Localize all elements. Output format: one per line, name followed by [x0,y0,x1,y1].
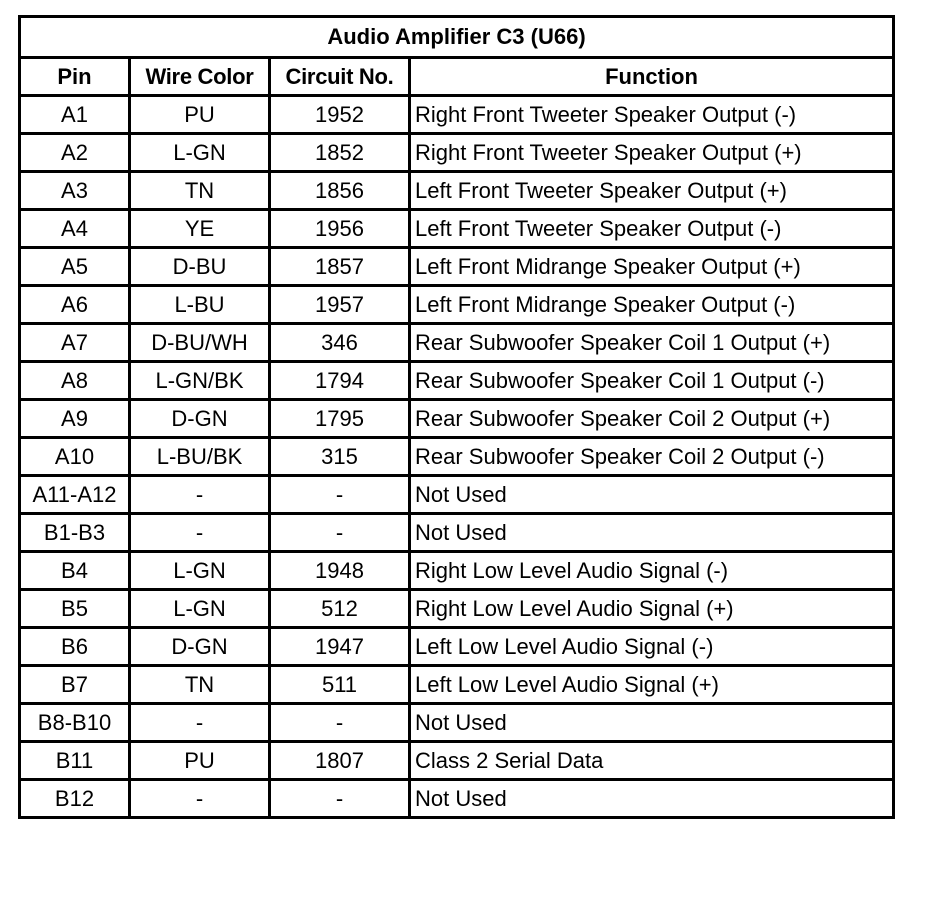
header-wire-color: Wire Color [130,58,270,96]
wire-color-cell: D-GN [130,628,270,666]
function-cell: Rear Subwoofer Speaker Coil 2 Output (+) [410,400,894,438]
pin-cell: A11-A12 [20,476,130,514]
table-title: Audio Amplifier C3 (U66) [20,17,894,58]
wire-color-cell: D-BU/WH [130,324,270,362]
table-row [20,400,894,438]
function-cell: Rear Subwoofer Speaker Coil 2 Output (-) [410,438,894,476]
table-row [20,476,894,514]
table-row [20,134,894,172]
wire-color-cell: D-GN [130,400,270,438]
circuit-cell: 315 [270,438,410,476]
pin-cell: A8 [20,362,130,400]
wire-color-cell: YE [130,210,270,248]
table-row [20,742,894,780]
pin-cell: B4 [20,552,130,590]
header-circuit-no: Circuit No. [270,58,410,96]
connector-pinout-table [18,15,895,819]
table-row [20,552,894,590]
table-row [20,704,894,742]
circuit-cell: 1947 [270,628,410,666]
pin-cell: B1-B3 [20,514,130,552]
table-row [20,590,894,628]
circuit-cell: 1794 [270,362,410,400]
circuit-cell: - [270,780,410,818]
pin-cell: A7 [20,324,130,362]
circuit-cell: 1795 [270,400,410,438]
wire-color-cell: L-GN [130,552,270,590]
wire-color-cell: - [130,476,270,514]
table-row [20,324,894,362]
function-cell: Not Used [410,780,894,818]
function-cell: Right Front Tweeter Speaker Output (+) [410,134,894,172]
table-row [20,362,894,400]
function-cell: Left Low Level Audio Signal (+) [410,666,894,704]
pin-cell: A9 [20,400,130,438]
circuit-cell: 1957 [270,286,410,324]
function-cell: Class 2 Serial Data [410,742,894,780]
pin-cell: B7 [20,666,130,704]
function-cell: Right Low Level Audio Signal (-) [410,552,894,590]
header-pin: Pin [20,58,130,96]
table-row [20,780,894,818]
circuit-cell: 511 [270,666,410,704]
pin-cell: B11 [20,742,130,780]
wire-color-cell: L-BU [130,286,270,324]
function-cell: Not Used [410,514,894,552]
circuit-cell: - [270,476,410,514]
wire-color-cell: L-GN/BK [130,362,270,400]
pin-cell: B12 [20,780,130,818]
table-title-row [20,17,894,58]
function-cell: Left Front Midrange Speaker Output (+) [410,248,894,286]
table-row [20,248,894,286]
pin-cell: A10 [20,438,130,476]
function-cell: Left Low Level Audio Signal (-) [410,628,894,666]
table-row [20,210,894,248]
wire-color-cell: - [130,780,270,818]
table-row [20,172,894,210]
function-cell: Rear Subwoofer Speaker Coil 1 Output (-) [410,362,894,400]
function-cell: Not Used [410,704,894,742]
wire-color-cell: - [130,704,270,742]
function-cell: Left Front Tweeter Speaker Output (+) [410,172,894,210]
wire-color-cell: PU [130,742,270,780]
circuit-cell: 512 [270,590,410,628]
pin-cell: B8-B10 [20,704,130,742]
wire-color-cell: - [130,514,270,552]
function-cell: Right Low Level Audio Signal (+) [410,590,894,628]
table-row [20,628,894,666]
wire-color-cell: PU [130,96,270,134]
circuit-cell: 1948 [270,552,410,590]
table-row [20,514,894,552]
circuit-cell: - [270,514,410,552]
pin-cell: A5 [20,248,130,286]
circuit-cell: 1857 [270,248,410,286]
wire-color-cell: TN [130,172,270,210]
function-cell: Rear Subwoofer Speaker Coil 1 Output (+) [410,324,894,362]
wire-color-cell: D-BU [130,248,270,286]
circuit-cell: 1952 [270,96,410,134]
wire-color-cell: L-GN [130,590,270,628]
function-cell: Right Front Tweeter Speaker Output (-) [410,96,894,134]
circuit-cell: 1856 [270,172,410,210]
table-header-row [20,58,894,96]
table-row [20,286,894,324]
circuit-cell: 1956 [270,210,410,248]
function-cell: Left Front Midrange Speaker Output (-) [410,286,894,324]
pin-cell: A1 [20,96,130,134]
circuit-cell: 1852 [270,134,410,172]
wire-color-cell: L-GN [130,134,270,172]
pin-cell: A4 [20,210,130,248]
pin-cell: A2 [20,134,130,172]
wire-color-cell: L-BU/BK [130,438,270,476]
circuit-cell: - [270,704,410,742]
pin-cell: B6 [20,628,130,666]
function-cell: Left Front Tweeter Speaker Output (-) [410,210,894,248]
pin-cell: A6 [20,286,130,324]
wire-color-cell: TN [130,666,270,704]
circuit-cell: 346 [270,324,410,362]
function-cell: Not Used [410,476,894,514]
circuit-cell: 1807 [270,742,410,780]
pin-cell: B5 [20,590,130,628]
table-row [20,666,894,704]
header-function: Function [410,58,894,96]
table-row [20,96,894,134]
pin-cell: A3 [20,172,130,210]
table-row [20,438,894,476]
